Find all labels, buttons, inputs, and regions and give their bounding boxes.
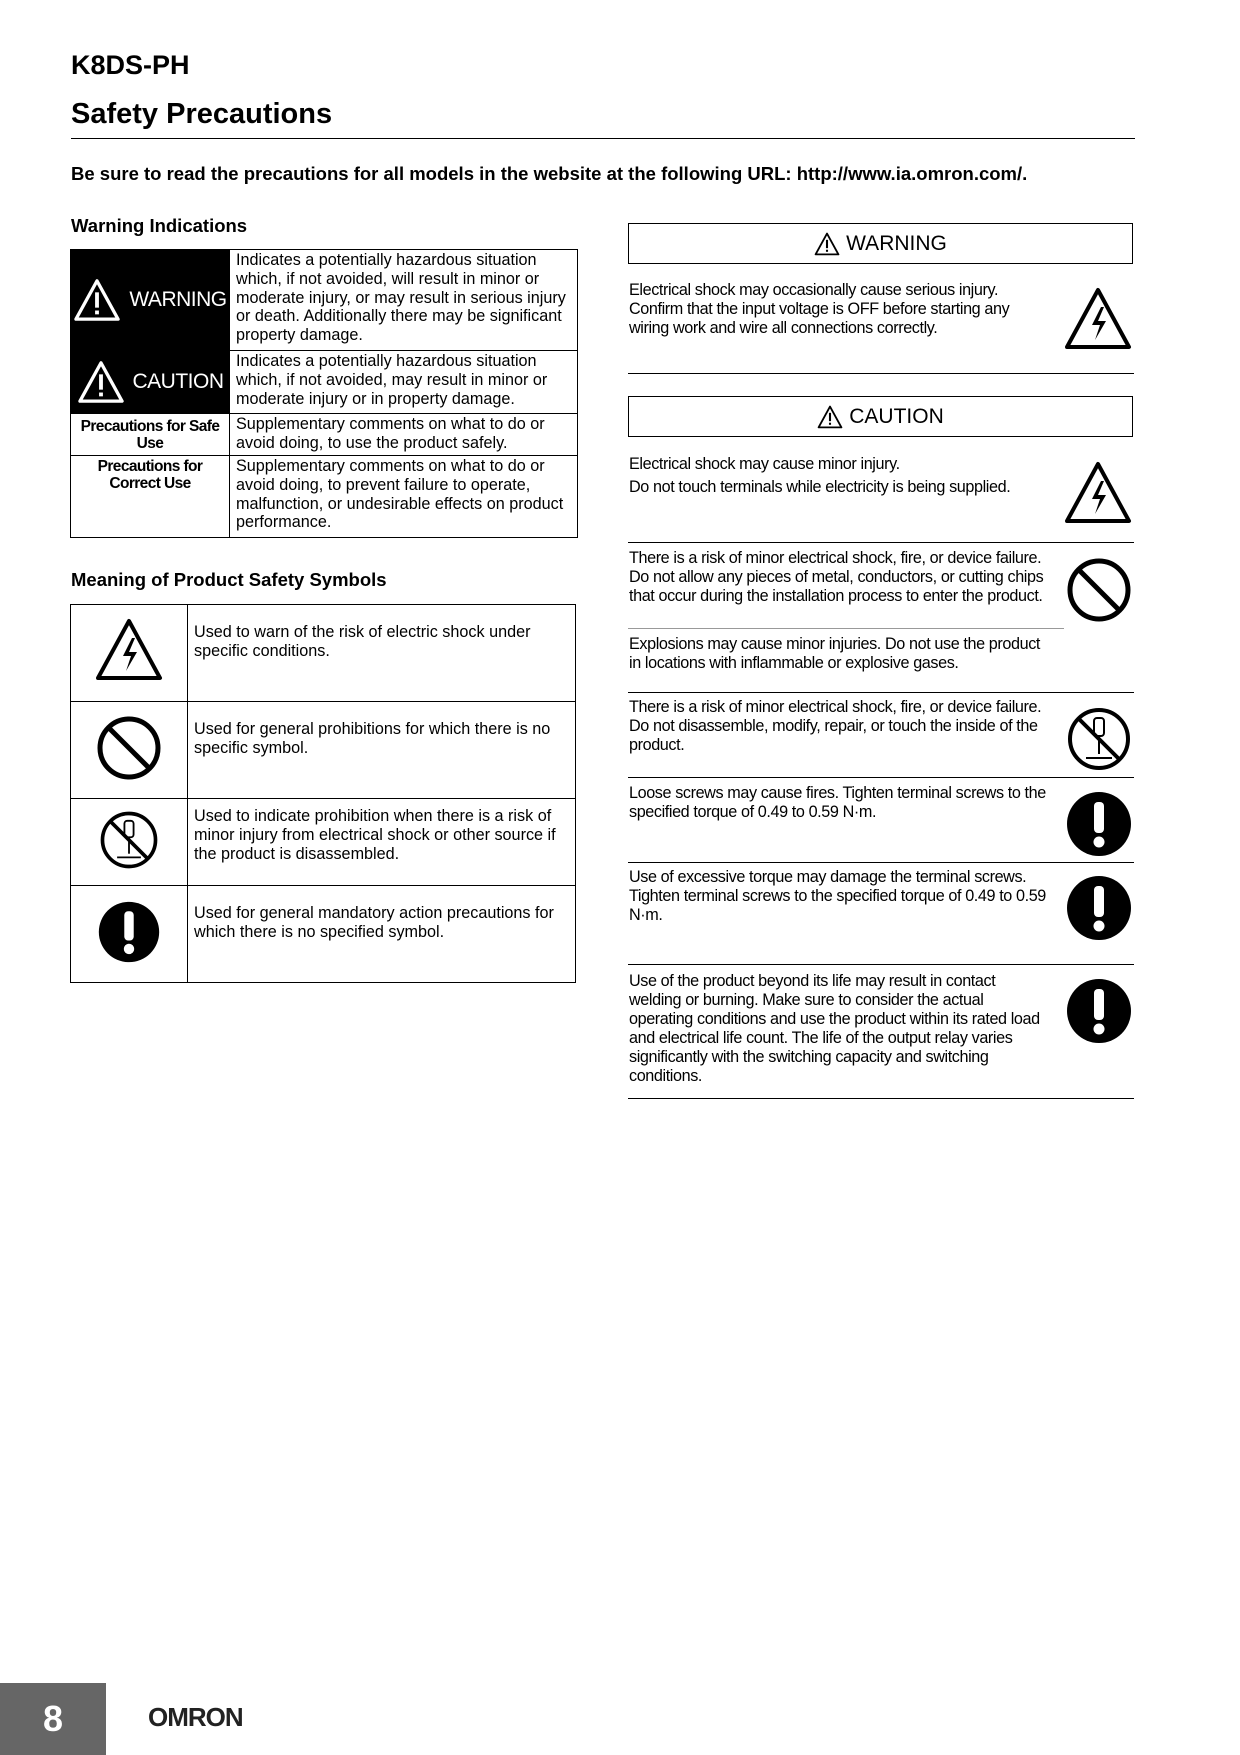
caution-item-line: Electrical shock may cause minor injury.: [629, 455, 900, 473]
symbol-description: Used for general prohibitions for which there is no specific symbol.: [188, 702, 576, 799]
symbol-cell: [71, 702, 188, 799]
caution-item-text: Explosions may cause minor injuries. Do not use the product in locations with inflammable or explosive gases.: [629, 635, 1040, 672]
mandatory-action-icon: [1064, 789, 1134, 859]
mandatory-action-icon: [1064, 976, 1134, 1046]
warning-indications-table: [70, 249, 578, 538]
caution-item-text: Use of the product beyond its life may result in contact welding or burning. Make sure to consider the actual operating conditions and use the product within its rated load and electrical life count. The life of the output relay varies significantly with the switching capacity and switching conditions.: [629, 972, 1040, 1085]
caution-label-cell: [71, 351, 230, 414]
safety-symbols-title: Meaning of Product Safety Symbols: [71, 569, 387, 590]
divider: [628, 692, 1134, 693]
table-row: [71, 702, 576, 799]
safety-symbols-table: [70, 604, 576, 983]
page-title: Safety Precautions: [71, 98, 333, 130]
title-divider: [71, 138, 1135, 139]
caution-item-text: Use of excessive torque may damage the terminal screws. Tighten terminal screws to the specified torque of 0.49 to 0.59 N·m.: [629, 868, 1046, 924]
caution-item-text: Loose screws may cause fires. Tighten terminal screws to the specified torque of 0.49 to 0.59 N·m.: [629, 784, 1046, 821]
warning-triangle-icon: [73, 278, 121, 322]
caution-item-text: There is a risk of minor electrical shock, fire, or device failure. Do not disassemble, modify, repair, or touch the inside of the product.: [629, 698, 1042, 754]
divider: [628, 1098, 1134, 1099]
divider: [628, 373, 1134, 374]
table-row: [71, 351, 578, 414]
warning-header-label: WARNING: [846, 231, 947, 255]
warning-label: WARNING: [129, 287, 227, 311]
correct-use-label: Precautions for Correct Use: [97, 458, 203, 492]
caution-header-label: CAUTION: [849, 404, 944, 428]
warning-triangle-icon: [77, 360, 125, 404]
symbol-cell: [71, 886, 188, 983]
divider: [628, 862, 1134, 863]
warning-header: [628, 223, 1133, 264]
safe-use-description: Supplementary comments on what to do or avoid doing, to use the product safely.: [230, 414, 578, 456]
symbol-cell: [71, 605, 188, 702]
caution-item-text: There is a risk of minor electrical shock, fire, or device failure. Do not allow any pieces of metal, conductors, or cutting chips that occur during the installation process to enter the product.: [629, 549, 1044, 605]
symbol-description: Used to indicate prohibition when there is a risk of minor injury from electrical shock or other source if the product is disassembled.: [188, 799, 576, 886]
table-row: [71, 414, 578, 456]
divider: [628, 542, 1134, 543]
electric-shock-icon: [1063, 285, 1133, 355]
electric-shock-icon: [94, 616, 164, 686]
no-disassembly-icon: [97, 808, 161, 872]
safe-use-label-cell: [71, 414, 230, 456]
table-row: [71, 456, 578, 538]
divider: [628, 628, 1064, 629]
correct-use-description: Supplementary comments on what to do or avoid doing, to prevent failure to operate, malfunction, or undesirable effects on product performance.: [230, 456, 578, 538]
table-row: [71, 605, 576, 702]
caution-label: CAUTION: [132, 369, 224, 393]
prohibition-icon: [1064, 555, 1134, 625]
warning-triangle-icon: [817, 405, 843, 429]
page-number: 8: [0, 1683, 106, 1755]
omron-logo: OMRON: [148, 1702, 243, 1732]
warning-item-text: Electrical shock may occasionally cause serious injury. Confirm that the input voltage is OFF before starting any wiring work and wire all connections correctly.: [629, 281, 1010, 337]
prohibition-icon: [94, 713, 164, 783]
warning-description: Indicates a potentially hazardous situation which, if not avoided, will result in minor or moderate injury, or may result in serious injury or death. Additionally there may be significant property damage.: [230, 250, 578, 351]
table-row: [71, 799, 576, 886]
divider: [628, 777, 1134, 778]
mandatory-action-icon: [96, 899, 162, 965]
no-disassembly-icon: [1064, 704, 1134, 774]
symbol-cell: [71, 799, 188, 886]
model-name: K8DS-PH: [71, 50, 190, 80]
mandatory-action-icon: [1064, 873, 1134, 943]
table-row: [71, 250, 578, 351]
url-notice: Be sure to read the precautions for all models in the website at the following URL: http://www.ia.omron.com/.: [71, 163, 1028, 184]
warning-triangle-icon: [814, 232, 840, 256]
caution-item-line: Do not touch terminals while electricity is being supplied.: [629, 478, 1011, 496]
table-row: [71, 886, 576, 983]
caution-description: Indicates a potentially hazardous situation which, if not avoided, may result in minor or moderate injury or in property damage.: [230, 351, 578, 414]
warning-label-cell: [71, 250, 230, 351]
safe-use-label: Precautions for Safe Use: [80, 417, 220, 452]
symbol-description: Used to warn of the risk of electric shock under specific conditions.: [188, 605, 576, 702]
caution-header: [628, 396, 1133, 437]
divider: [628, 964, 1134, 965]
correct-use-label-cell: [71, 456, 230, 538]
symbol-description: Used for general mandatory action precautions for which there is no specified symbol.: [188, 886, 576, 983]
electric-shock-icon: [1063, 459, 1133, 529]
warning-indications-title: Warning Indications: [71, 215, 248, 236]
